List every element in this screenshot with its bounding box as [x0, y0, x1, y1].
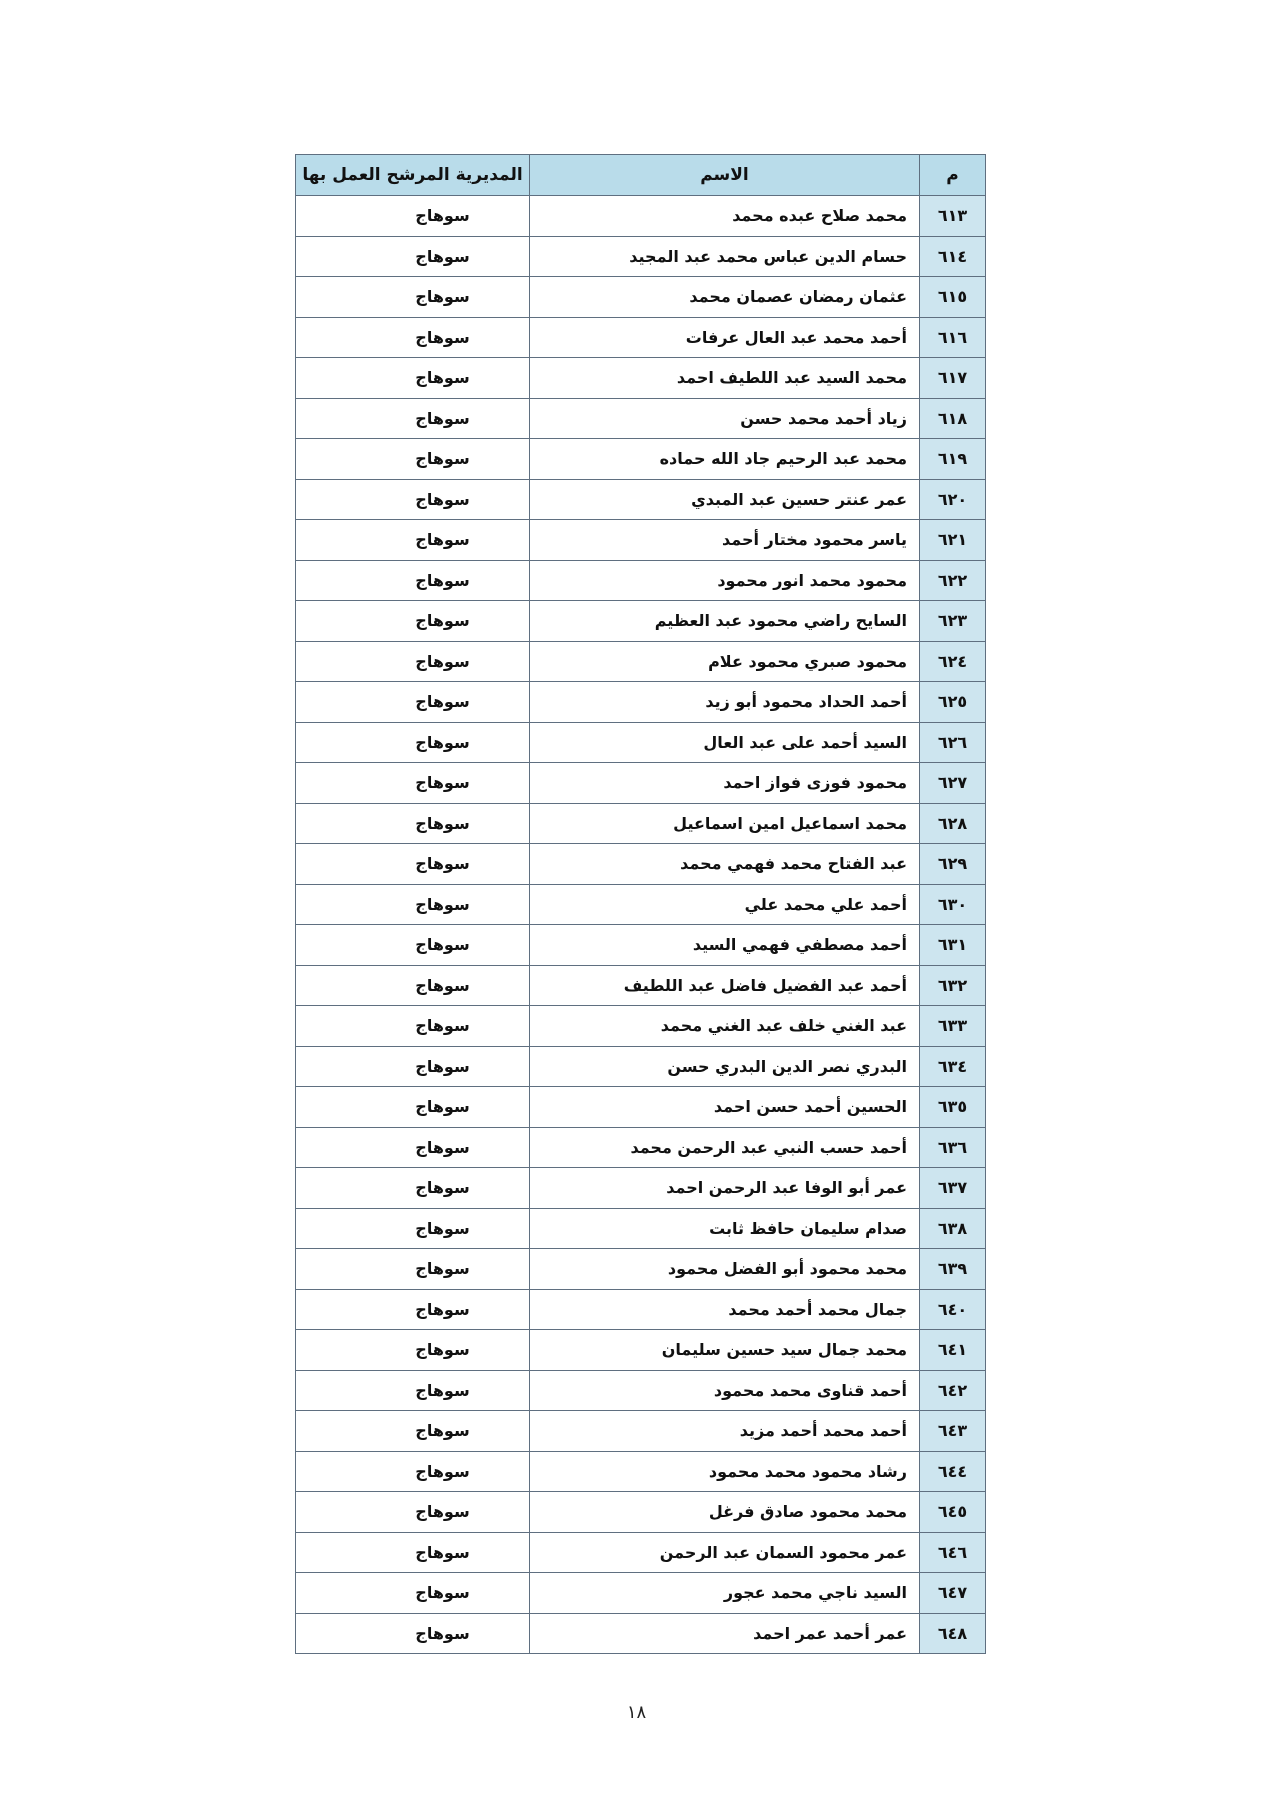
row-name: أحمد عبد الفضيل فاضل عبد اللطيف	[530, 965, 920, 1006]
row-name: عمر أحمد عمر احمد	[530, 1613, 920, 1654]
row-directorate: سوهاج	[296, 1370, 530, 1411]
row-name: زياد أحمد محمد حسن	[530, 398, 920, 439]
row-directorate: سوهاج	[296, 1006, 530, 1047]
row-directorate: سوهاج	[296, 236, 530, 277]
table-row	[296, 1208, 986, 1249]
table-row	[296, 1451, 986, 1492]
table-row	[296, 844, 986, 885]
row-name: الحسين أحمد حسن احمد	[530, 1087, 920, 1128]
header-name: الاسم	[530, 155, 920, 196]
row-name: محمد محمود صادق فرغل	[530, 1492, 920, 1533]
row-directorate: سوهاج	[296, 1289, 530, 1330]
row-number: ٦٤٧	[920, 1573, 986, 1614]
header-row	[296, 155, 986, 196]
row-name: عبد الغني خلف عبد الغني محمد	[530, 1006, 920, 1047]
row-directorate: سوهاج	[296, 1208, 530, 1249]
row-name: البدري نصر الدين البدري حسن	[530, 1046, 920, 1087]
row-number: ٦٤٠	[920, 1289, 986, 1330]
table-row	[296, 1046, 986, 1087]
row-name: عثمان رمضان عصمان محمد	[530, 277, 920, 318]
row-name: رشاد محمود محمد محمود	[530, 1451, 920, 1492]
row-directorate: سوهاج	[296, 196, 530, 237]
row-name: عمر أبو الوفا عبد الرحمن احمد	[530, 1168, 920, 1209]
table-row	[296, 1087, 986, 1128]
row-name: حسام الدين عباس محمد عبد المجيد	[530, 236, 920, 277]
row-number: ٦١٨	[920, 398, 986, 439]
table-row	[296, 479, 986, 520]
table-row	[296, 520, 986, 561]
row-directorate: سوهاج	[296, 641, 530, 682]
table-row	[296, 1492, 986, 1533]
row-directorate: سوهاج	[296, 479, 530, 520]
row-directorate: سوهاج	[296, 1451, 530, 1492]
table-row	[296, 601, 986, 642]
row-number: ٦١٥	[920, 277, 986, 318]
table-row	[296, 1411, 986, 1452]
row-name: أحمد الحداد محمود أبو زيد	[530, 682, 920, 723]
row-directorate: سوهاج	[296, 1532, 530, 1573]
row-directorate: سوهاج	[296, 1330, 530, 1371]
table-row	[296, 803, 986, 844]
table-row	[296, 1532, 986, 1573]
row-number: ٦٢٨	[920, 803, 986, 844]
table-row	[296, 1330, 986, 1371]
row-name: محمد جمال سيد حسين سليمان	[530, 1330, 920, 1371]
row-number: ٦٤٢	[920, 1370, 986, 1411]
row-directorate: سوهاج	[296, 1249, 530, 1290]
row-number: ٦٢١	[920, 520, 986, 561]
row-name: أحمد حسب النبي عبد الرحمن محمد	[530, 1127, 920, 1168]
candidates-table	[295, 154, 986, 1654]
row-number: ٦٣٧	[920, 1168, 986, 1209]
row-name: أحمد محمد عبد العال عرفات	[530, 317, 920, 358]
row-number: ٦٢٣	[920, 601, 986, 642]
row-directorate: سوهاج	[296, 682, 530, 723]
row-number: ٦٣٤	[920, 1046, 986, 1087]
table-row	[296, 236, 986, 277]
row-number: ٦٢٧	[920, 763, 986, 804]
row-directorate: سوهاج	[296, 358, 530, 399]
row-directorate: سوهاج	[296, 601, 530, 642]
row-number: ٦٣٣	[920, 1006, 986, 1047]
row-number: ٦٣٨	[920, 1208, 986, 1249]
row-number: ٦١٩	[920, 439, 986, 480]
page-number: ١٨	[626, 1702, 647, 1723]
table-row	[296, 1573, 986, 1614]
row-name: أحمد محمد أحمد مزيد	[530, 1411, 920, 1452]
row-directorate: سوهاج	[296, 844, 530, 885]
row-name: محمود صبري محمود علام	[530, 641, 920, 682]
table-row	[296, 398, 986, 439]
table-row	[296, 682, 986, 723]
row-name: السيد أحمد على عبد العال	[530, 722, 920, 763]
row-name: محمد صلاح عبده محمد	[530, 196, 920, 237]
table-header	[296, 155, 986, 196]
row-number: ٦٤٥	[920, 1492, 986, 1533]
table-row	[296, 439, 986, 480]
row-directorate: سوهاج	[296, 925, 530, 966]
row-name: السايح راضي محمود عبد العظيم	[530, 601, 920, 642]
table-row	[296, 196, 986, 237]
row-number: ٦٣٥	[920, 1087, 986, 1128]
row-directorate: سوهاج	[296, 803, 530, 844]
row-number: ٦١٧	[920, 358, 986, 399]
row-directorate: سوهاج	[296, 1046, 530, 1087]
table-row	[296, 1006, 986, 1047]
table-row	[296, 358, 986, 399]
row-name: أحمد علي محمد علي	[530, 884, 920, 925]
table-row	[296, 1249, 986, 1290]
table-row	[296, 722, 986, 763]
row-name: عبد الفتاح محمد فهمي محمد	[530, 844, 920, 885]
table-row	[296, 560, 986, 601]
row-number: ٦٤١	[920, 1330, 986, 1371]
row-name: ياسر محمود مختار أحمد	[530, 520, 920, 561]
row-number: ٦٢٥	[920, 682, 986, 723]
row-number: ٦٢٠	[920, 479, 986, 520]
row-number: ٦٣١	[920, 925, 986, 966]
row-name: محمود فوزى فواز احمد	[530, 763, 920, 804]
row-name: عمر محمود السمان عبد الرحمن	[530, 1532, 920, 1573]
header-directorate: المديرية المرشح العمل بها	[296, 155, 530, 196]
row-directorate: سوهاج	[296, 1573, 530, 1614]
row-number: ٦١٤	[920, 236, 986, 277]
row-number: ٦٢٤	[920, 641, 986, 682]
row-number: ٦٣٦	[920, 1127, 986, 1168]
row-number: ٦٢٢	[920, 560, 986, 601]
row-number: ٦١٣	[920, 196, 986, 237]
table-row	[296, 641, 986, 682]
row-directorate: سوهاج	[296, 520, 530, 561]
row-number: ٦٣٢	[920, 965, 986, 1006]
row-number: ٦٤٣	[920, 1411, 986, 1452]
row-directorate: سوهاج	[296, 1411, 530, 1452]
table-row	[296, 1613, 986, 1654]
row-directorate: سوهاج	[296, 965, 530, 1006]
row-name: أحمد قناوى محمد محمود	[530, 1370, 920, 1411]
row-number: ٦٤٨	[920, 1613, 986, 1654]
table-row	[296, 1370, 986, 1411]
header-num: م	[920, 155, 986, 196]
row-directorate: سوهاج	[296, 763, 530, 804]
row-number: ٦٣٠	[920, 884, 986, 925]
row-directorate: سوهاج	[296, 1168, 530, 1209]
table-row	[296, 763, 986, 804]
table-row	[296, 1168, 986, 1209]
row-directorate: سوهاج	[296, 439, 530, 480]
row-directorate: سوهاج	[296, 884, 530, 925]
row-directorate: سوهاج	[296, 1492, 530, 1533]
row-number: ٦٤٦	[920, 1532, 986, 1573]
row-directorate: سوهاج	[296, 1087, 530, 1128]
table-row	[296, 277, 986, 318]
table-row	[296, 317, 986, 358]
table-row	[296, 925, 986, 966]
row-directorate: سوهاج	[296, 1613, 530, 1654]
row-name: صدام سليمان حافظ ثابت	[530, 1208, 920, 1249]
row-number: ٦٢٩	[920, 844, 986, 885]
row-number: ٦٢٦	[920, 722, 986, 763]
row-name: السيد ناجي محمد عجور	[530, 1573, 920, 1614]
row-name: محمد محمود أبو الفضل محمود	[530, 1249, 920, 1290]
table-row	[296, 965, 986, 1006]
row-directorate: سوهاج	[296, 1127, 530, 1168]
row-name: محمد اسماعيل امين اسماعيل	[530, 803, 920, 844]
row-name: جمال محمد أحمد محمد	[530, 1289, 920, 1330]
row-number: ٦٣٩	[920, 1249, 986, 1290]
table-body	[296, 196, 986, 1654]
row-directorate: سوهاج	[296, 317, 530, 358]
table-row	[296, 1127, 986, 1168]
row-name: محمد عبد الرحيم جاد الله حماده	[530, 439, 920, 480]
table-row	[296, 1289, 986, 1330]
row-name: عمر عنتر حسين عبد المبدي	[530, 479, 920, 520]
row-number: ٦٤٤	[920, 1451, 986, 1492]
row-directorate: سوهاج	[296, 398, 530, 439]
row-number: ٦١٦	[920, 317, 986, 358]
row-directorate: سوهاج	[296, 277, 530, 318]
row-name: أحمد مصطفي فهمي السيد	[530, 925, 920, 966]
row-directorate: سوهاج	[296, 722, 530, 763]
row-directorate: سوهاج	[296, 560, 530, 601]
row-name: محمد السيد عبد اللطيف احمد	[530, 358, 920, 399]
table-row	[296, 884, 986, 925]
row-name: محمود محمد انور محمود	[530, 560, 920, 601]
